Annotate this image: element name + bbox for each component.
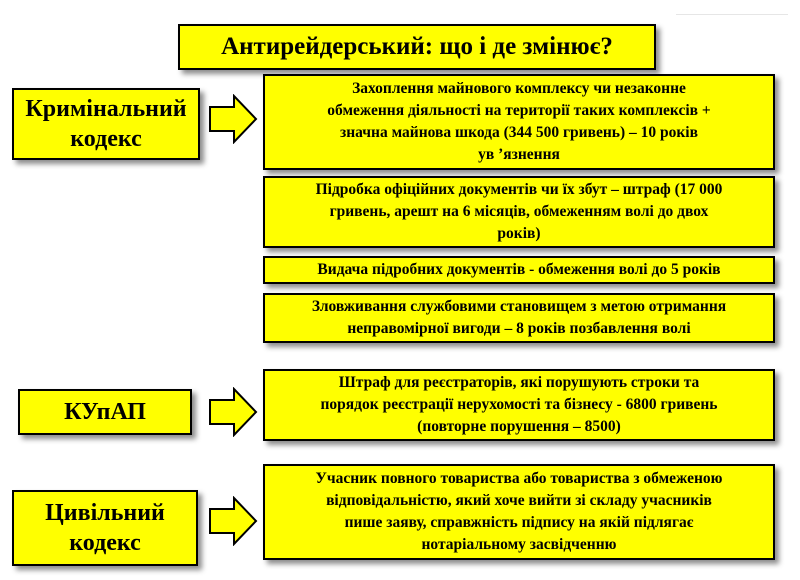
provision-line: гривень, арешт на 6 місяців, обмеженням волі до двох (329, 203, 709, 220)
provision-line: нотаріальному засвідченню (421, 536, 617, 553)
code-box-criminal (12, 88, 200, 160)
decorative-line (676, 14, 788, 15)
provision-line: значна майнова шкода (344 500 гривень) – 10 років (340, 124, 698, 141)
code-line: Кримінальний (25, 96, 187, 122)
code-line: кодекс (69, 530, 141, 556)
page-title: Антирейдерський: що і де змінює? (178, 24, 656, 70)
provision-line: неправомірної вигоди – 8 років позбавлення волі (347, 320, 691, 337)
provision-line: Видача підробних документів - обмеження волі до 5 років (317, 261, 721, 278)
provision-box-abuse (263, 293, 775, 343)
provision-line: Зловживання службовими становищем з метою отримання (311, 298, 727, 315)
provision-line: порядок реєстрації нерухомості та бізнесу - 6800 гривень (320, 396, 718, 413)
arrow-right-icon (208, 387, 258, 437)
code-line: КУпАП (64, 399, 146, 425)
arrow-right-icon (208, 94, 258, 144)
provision-line: Захоплення майнового комплексу чи незаконне (352, 80, 686, 97)
provision-line: відповідальністю, який хоче вийти зі складу учасників (326, 492, 712, 509)
provision-box-registrar-fine (263, 369, 775, 441)
provision-box-partner-exit (263, 464, 775, 560)
provision-box-seizure (263, 74, 775, 170)
provision-box-forgery (263, 176, 775, 248)
provision-line: років) (497, 225, 541, 242)
code-box-kupap (18, 389, 192, 435)
code-box-civil (12, 490, 198, 566)
provision-line: (повторне порушення – 8500) (417, 418, 621, 435)
provision-line: пише заяву, справжність підпису на якій підлягає (344, 514, 694, 531)
code-line: Цивільний (45, 500, 165, 526)
code-line: кодекс (70, 126, 142, 152)
provision-line: ув ’язнення (478, 146, 560, 163)
provision-line: Учасник повного товариства або товариства з обмеженою (315, 470, 723, 487)
provision-line: обмеження діяльності на території таких комплексів + (327, 102, 711, 119)
provision-line: Штраф для реєстраторів, які порушують строки та (338, 374, 700, 391)
arrow-right-icon (208, 496, 258, 546)
provision-line: Підробка офіційних документів чи їх збут – штраф (17 000 (315, 181, 723, 198)
provision-box-issuance (263, 256, 775, 284)
